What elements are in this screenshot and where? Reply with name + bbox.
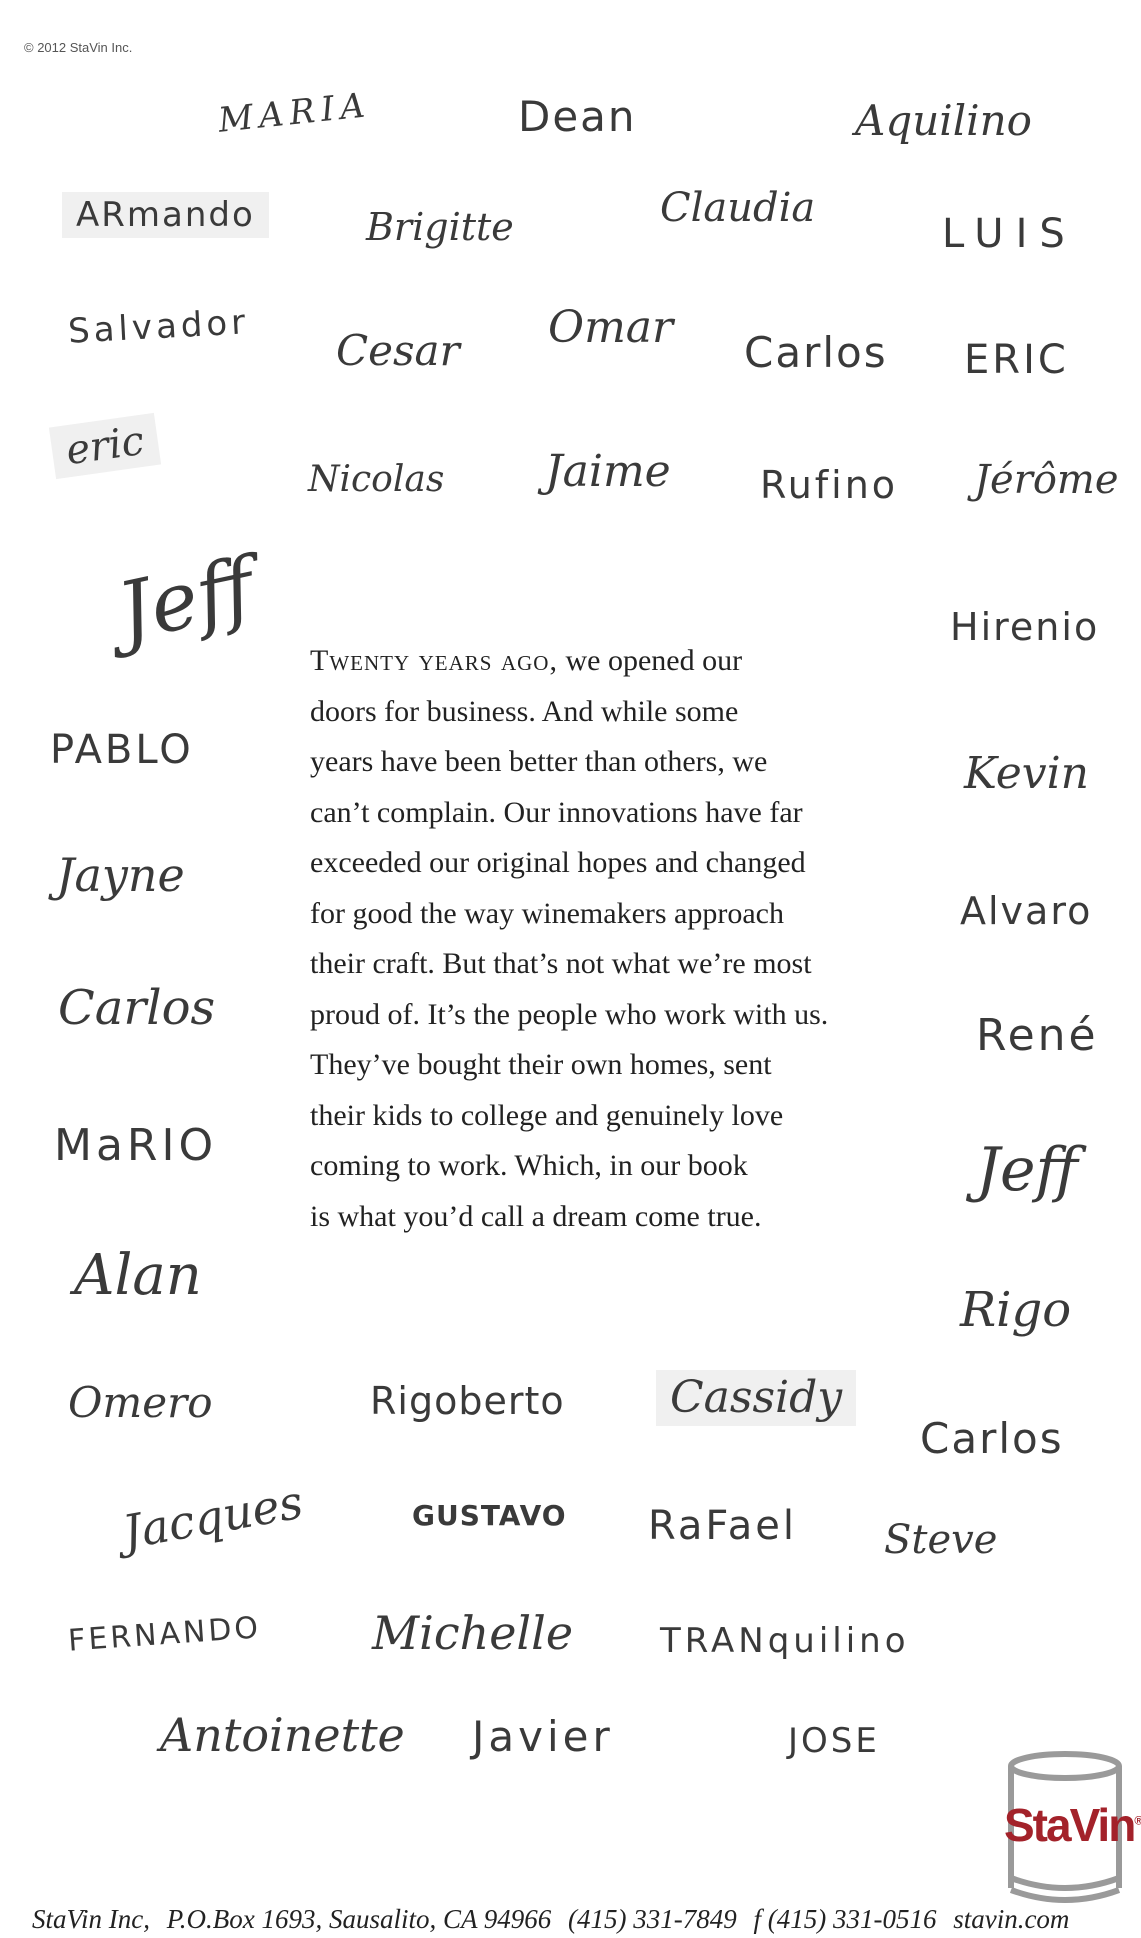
body-line: is what you’d call a dream come true. bbox=[310, 1199, 762, 1233]
stavin-logo bbox=[1004, 1748, 1141, 1908]
signature: Aquilino bbox=[855, 96, 1032, 145]
body-line: can’t complain. Our innovations have far bbox=[310, 795, 803, 829]
signature: Salvador bbox=[67, 302, 251, 352]
signature: Jaime bbox=[545, 446, 671, 497]
signature: Rigoberto bbox=[370, 1379, 565, 1423]
signature: Antoinette bbox=[160, 1708, 405, 1762]
body-line: their kids to college and genuinely love bbox=[310, 1098, 784, 1132]
signature: Hirenio bbox=[950, 605, 1100, 649]
signature: ERIC bbox=[964, 337, 1069, 383]
signature: Brigitte bbox=[366, 205, 514, 249]
body-line: proud of. It’s the people who work with us. bbox=[310, 997, 829, 1031]
signature: MaRIO bbox=[54, 1120, 218, 1171]
signature: MARIA bbox=[216, 85, 373, 141]
signature: Rigo bbox=[960, 1282, 1072, 1338]
signature: Cassidy bbox=[656, 1370, 856, 1426]
signature: Omar bbox=[548, 302, 674, 353]
signature: Alan bbox=[74, 1243, 202, 1308]
signature: Carlos bbox=[920, 1414, 1064, 1463]
footer-website[interactable]: stavin.com bbox=[953, 1904, 1070, 1934]
copyright-notice: © 2012 StaVin Inc. bbox=[24, 40, 133, 55]
logo-wordmark: StaVin® bbox=[1004, 1799, 1141, 1851]
body-copy bbox=[310, 636, 910, 1242]
signature: Jeff bbox=[109, 539, 263, 660]
signature: Rufino bbox=[760, 463, 899, 507]
signature: FERNANDO bbox=[66, 1610, 263, 1659]
body-line: for good the way winemakers approach bbox=[310, 896, 784, 930]
body-line: we opened our bbox=[565, 644, 743, 677]
signature: Jacques bbox=[118, 1474, 307, 1560]
body-lead-in: Twenty years ago, bbox=[310, 644, 558, 677]
signature: Nicolas bbox=[308, 459, 445, 500]
footer-address: P.O.Box 1693, Sausalito, CA 94966 bbox=[166, 1904, 552, 1934]
signature: Jeff bbox=[976, 1135, 1079, 1205]
footer-contact bbox=[32, 1904, 1079, 1935]
body-line: They’ve bought their own homes, sent bbox=[310, 1048, 772, 1081]
signature: René bbox=[976, 1010, 1099, 1061]
signature: GUSTAVO bbox=[412, 1499, 567, 1532]
signature: Cesar bbox=[336, 326, 460, 375]
signature: Carlos bbox=[58, 980, 216, 1036]
body-line: years have been better than others, we bbox=[310, 745, 768, 778]
signature: Jayne bbox=[56, 848, 185, 902]
signature: Dean bbox=[518, 92, 637, 141]
signature: Alvaro bbox=[960, 889, 1093, 933]
body-line: coming to work. Which, in our book bbox=[310, 1149, 748, 1182]
signature: TRANquilino bbox=[660, 1621, 910, 1661]
signature: Jérôme bbox=[974, 457, 1119, 503]
signature: Steve bbox=[884, 1517, 998, 1563]
footer-fax: f (415) 331-0516 bbox=[753, 1904, 937, 1934]
signature: Omero bbox=[68, 1378, 213, 1427]
signature: eric bbox=[49, 413, 161, 479]
signature: LUIS bbox=[942, 211, 1077, 257]
signature: JOSE bbox=[788, 1721, 880, 1761]
signature: PABLO bbox=[50, 727, 194, 773]
signature: Carlos bbox=[744, 328, 888, 377]
signature: RaFael bbox=[648, 1503, 797, 1549]
signature: ARmando bbox=[62, 192, 269, 238]
footer-phone: (415) 331-7849 bbox=[567, 1904, 737, 1934]
body-line: their craft. But that’s not what we’re most bbox=[310, 947, 812, 980]
body-line: doors for business. And while some bbox=[310, 694, 739, 728]
signature: Javier bbox=[472, 1712, 614, 1761]
footer-company: StaVin Inc, bbox=[32, 1904, 150, 1934]
body-line: exceeded our original hopes and changed bbox=[310, 846, 806, 879]
signature: Kevin bbox=[964, 748, 1089, 799]
signature: Claudia bbox=[660, 185, 816, 231]
signature: Michelle bbox=[372, 1606, 574, 1660]
